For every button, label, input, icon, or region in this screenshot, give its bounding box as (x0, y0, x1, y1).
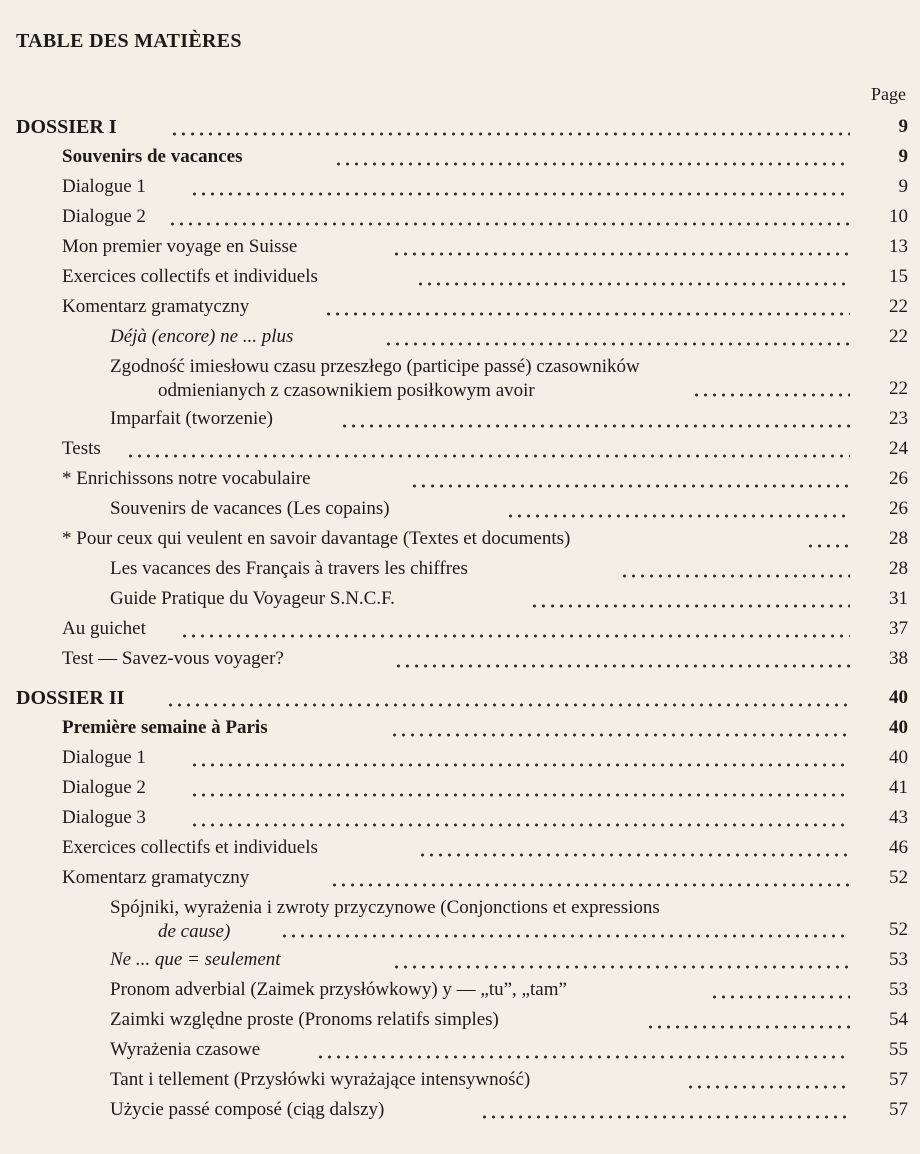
toc-entry-label: Dialogue 2 (62, 206, 146, 227)
toc-entry (0, 434, 920, 464)
toc-entry (0, 1065, 920, 1095)
toc-entry-label: Zaimki względne proste (Pronoms relatifs simples) (110, 1009, 499, 1030)
toc-entry-multiline (0, 893, 920, 945)
toc-entry-label-line2: de cause) (158, 921, 231, 942)
toc-entry (0, 945, 920, 975)
toc-entry-page: 52 (889, 867, 908, 888)
toc-entry-label: Pronom adverbial (Zaimek przysłówkowy) y — „tu”, „tam” (110, 979, 567, 1000)
toc-entry-label-line1: Spójniki, wyrażenia i zwroty przyczynowe (Conjonctions et expressions (110, 897, 660, 918)
toc-entry-page: 40 (889, 747, 908, 768)
dot-leader (686, 1085, 850, 1089)
toc-entry (0, 292, 920, 322)
toc-entry-page: 26 (889, 498, 908, 519)
toc-entry-page: 40 (889, 717, 908, 738)
dot-leader (646, 1025, 850, 1029)
dot-leader (190, 192, 850, 196)
dot-leader (394, 664, 850, 668)
toc-entry-label: Exercices collectifs et individuels (62, 837, 318, 858)
dot-leader (480, 1115, 850, 1119)
page-title: TABLE DES MATIÈRES (16, 30, 242, 52)
toc-entry-page: 10 (889, 206, 908, 227)
toc-entry-page: 15 (889, 266, 908, 287)
dot-leader (340, 424, 850, 428)
toc-entry (0, 232, 920, 262)
toc-entry (0, 1095, 920, 1125)
toc-entry-page: 22 (889, 378, 908, 399)
toc-entry-label-line2: odmienianych z czasownikiem posiłkowym avoir (158, 380, 535, 401)
toc-entry-label: Dialogue 2 (62, 777, 146, 798)
dot-leader (392, 252, 850, 256)
toc-entry (0, 584, 920, 614)
toc-entry (0, 404, 920, 434)
toc-entry (0, 262, 920, 292)
toc-entry-label: Dialogue 1 (62, 176, 146, 197)
toc-entry-dossier-2 (0, 683, 920, 713)
toc-entry-page: 55 (889, 1039, 908, 1060)
dot-leader (806, 544, 850, 548)
toc-entry (0, 833, 920, 863)
toc-entry (0, 202, 920, 232)
dot-leader (506, 514, 850, 518)
dot-leader (710, 995, 850, 999)
toc-entry-page: 26 (889, 468, 908, 489)
page-column-header: Page (871, 84, 906, 104)
toc-entry-label: * Pour ceux qui veulent en savoir davantage (Textes et documents) (62, 528, 571, 549)
toc-entry-label: Guide Pratique du Voyageur S.N.C.F. (110, 588, 395, 609)
toc-entry-multiline (0, 352, 920, 404)
toc-entry (0, 863, 920, 893)
toc-entry-page: 24 (889, 438, 908, 459)
dot-leader (324, 312, 850, 316)
toc-entry-label: Test — Savez-vous voyager? (62, 648, 284, 669)
toc-entry-label: DOSSIER II (16, 687, 125, 709)
toc-entry-label: Première semaine à Paris (62, 717, 268, 738)
toc-entry-page: 43 (889, 807, 908, 828)
toc-entry-label: Dialogue 1 (62, 747, 146, 768)
toc-entry-label: Użycie passé composé (ciąg dalszy) (110, 1099, 385, 1120)
toc-entry-label: Tests (62, 438, 101, 459)
dot-leader (418, 853, 850, 857)
dot-leader (620, 574, 850, 578)
toc-entry-label: Dialogue 3 (62, 807, 146, 828)
toc-entry-page: 22 (889, 326, 908, 347)
toc-entry-page: 9 (898, 146, 908, 167)
toc-entry-label: Souvenirs de vacances (Les copains) (110, 498, 390, 519)
toc-entry-page: 46 (889, 837, 908, 858)
toc-entry-label: Exercices collectifs et individuels (62, 266, 318, 287)
dot-leader (692, 393, 850, 397)
toc-entry-page: 22 (889, 296, 908, 317)
toc-entry-page: 9 (898, 176, 908, 197)
toc-entry-label: Komentarz gramatyczny (62, 867, 250, 888)
toc-entry-page: 41 (889, 777, 908, 798)
toc-entry-label: DOSSIER I (16, 116, 117, 138)
toc-entry-page: 57 (889, 1099, 908, 1120)
toc-entry (0, 975, 920, 1005)
dot-leader (390, 733, 850, 737)
dot-leader (530, 604, 850, 608)
toc-entry-page: 37 (889, 618, 908, 639)
dot-leader (126, 454, 850, 458)
toc-entry-page: 53 (889, 949, 908, 970)
toc-entry (0, 773, 920, 803)
toc-entry (0, 464, 920, 494)
toc-entry-label: Tant i tellement (Przysłówki wyrażające intensywność) (110, 1069, 531, 1090)
toc-entry-dossier-1 (0, 112, 920, 142)
toc-entry-section (0, 713, 920, 743)
toc-entry-page: 38 (889, 648, 908, 669)
dot-leader (190, 763, 850, 767)
toc-entry (0, 524, 920, 554)
toc-entry-label: Au guichet (62, 618, 146, 639)
toc-entry-label: Imparfait (tworzenie) (110, 408, 273, 429)
toc-entry (0, 614, 920, 644)
dot-leader (168, 222, 850, 226)
dot-leader (384, 342, 850, 346)
toc-entry (0, 322, 920, 352)
toc-entry-label: Komentarz gramatyczny (62, 296, 250, 317)
toc-entry (0, 803, 920, 833)
toc-entry-label: * Enrichissons notre vocabulaire (62, 468, 311, 489)
dot-leader (190, 823, 850, 827)
toc-entry-page: 28 (889, 528, 908, 549)
dot-leader (170, 132, 850, 136)
toc-entry-label: Souvenirs de vacances (62, 146, 243, 167)
dot-leader (392, 965, 850, 969)
toc-entry-page: 40 (889, 687, 908, 708)
toc-entry (0, 494, 920, 524)
toc-entry (0, 1035, 920, 1065)
dot-leader (166, 703, 850, 707)
toc-entry (0, 1005, 920, 1035)
dot-leader (416, 282, 850, 286)
toc-entry-section (0, 142, 920, 172)
toc-entry-page: 31 (889, 588, 908, 609)
dot-leader (316, 1055, 850, 1059)
toc-entry-label: Mon premier voyage en Suisse (62, 236, 298, 257)
dot-leader (330, 883, 850, 887)
dot-leader (410, 484, 850, 488)
toc-entry-label: Wyrażenia czasowe (110, 1039, 261, 1060)
table-of-contents (0, 112, 920, 1125)
toc-entry (0, 172, 920, 202)
toc-entry-label: Ne ... que = seulement (110, 949, 281, 970)
toc-entry-page: 28 (889, 558, 908, 579)
toc-entry-page: 9 (898, 116, 908, 137)
toc-entry-page: 57 (889, 1069, 908, 1090)
toc-entry-page: 23 (889, 408, 908, 429)
toc-entry-label-line1: Zgodność imiesłowu czasu przeszłego (participe passé) czasowników (110, 356, 640, 377)
toc-entry (0, 554, 920, 584)
toc-entry-page: 52 (889, 919, 908, 940)
toc-entry (0, 743, 920, 773)
dot-leader (180, 634, 850, 638)
toc-entry-page: 54 (889, 1009, 908, 1030)
toc-entry-label: Déjà (encore) ne ... plus (110, 326, 294, 347)
dot-leader (334, 162, 850, 166)
toc-entry-page: 13 (889, 236, 908, 257)
dot-leader (280, 934, 850, 938)
dot-leader (190, 793, 850, 797)
toc-entry-label: Les vacances des Français à travers les chiffres (110, 558, 468, 579)
toc-entry (0, 644, 920, 674)
toc-entry-page: 53 (889, 979, 908, 1000)
